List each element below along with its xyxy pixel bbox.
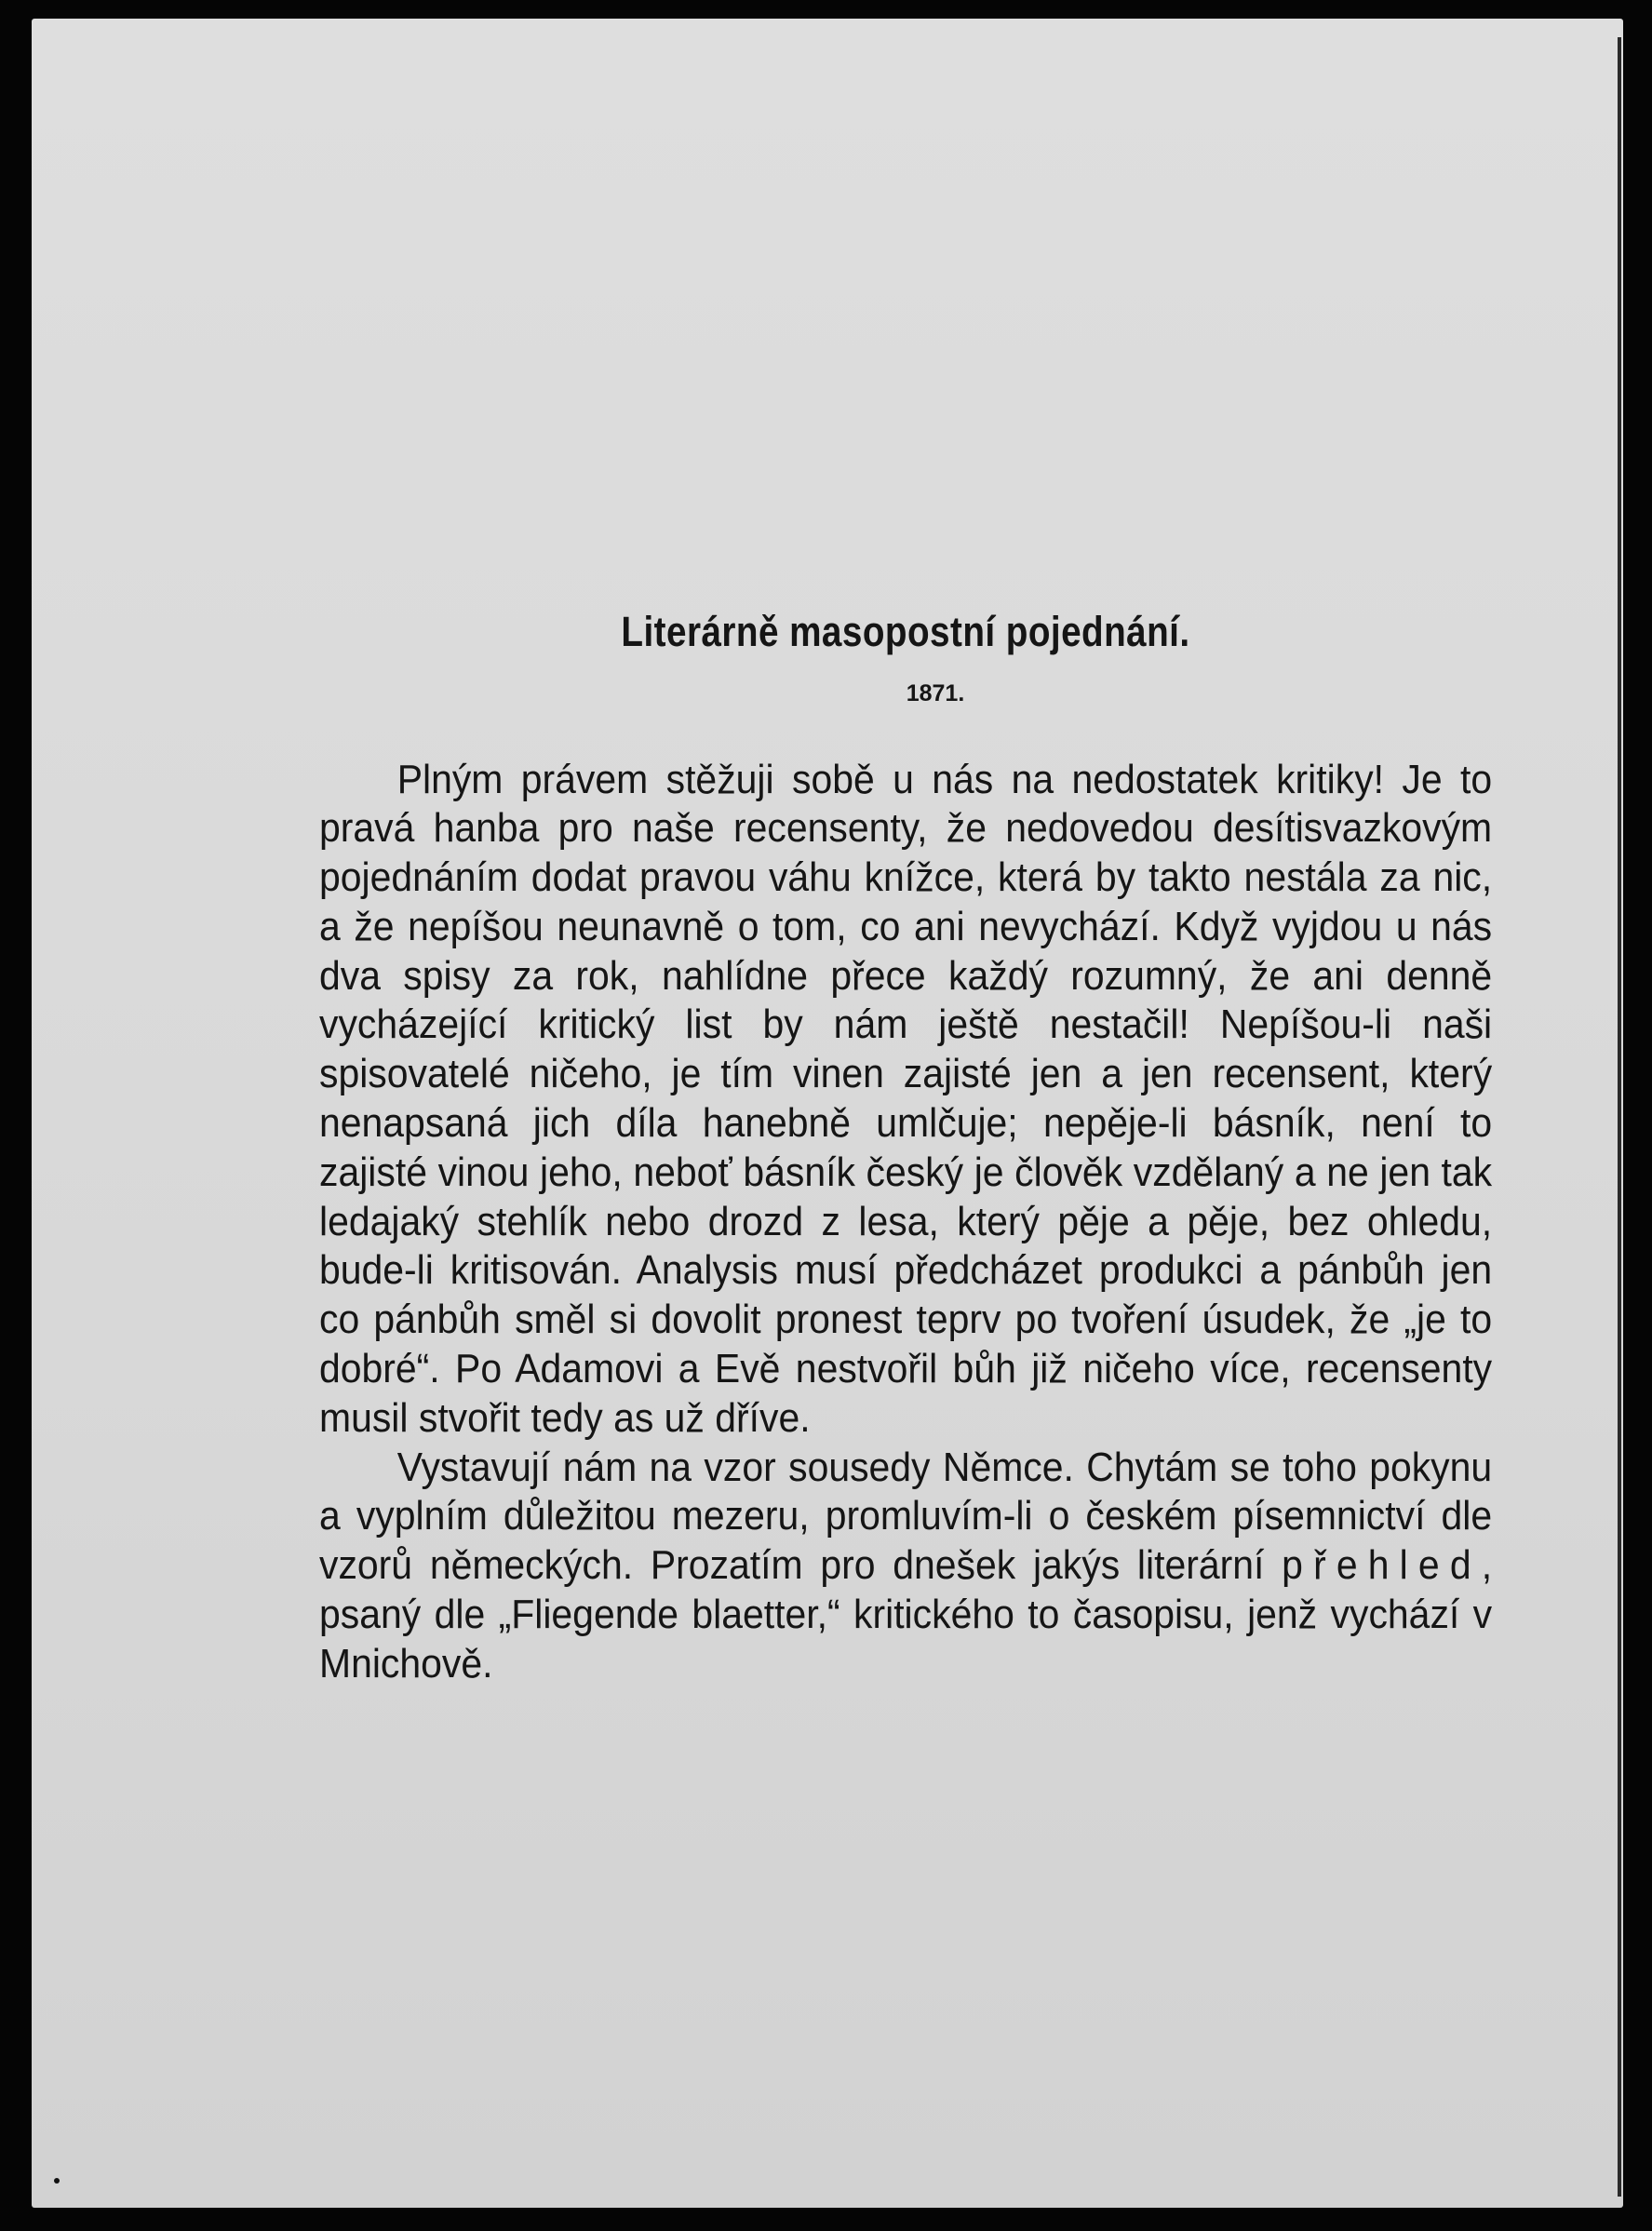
paragraph-2-text-end: , psaný dle „Fliegende blaetter,“ kritického to časopisu, jenž vychází v Mnichově. (319, 1542, 1493, 1687)
page-edge-shadow (1618, 37, 1621, 2197)
paragraph-2-spaced-word: přehled (1282, 1542, 1482, 1589)
page-year: 1871. (906, 679, 965, 706)
paragraph-2 (319, 1444, 1492, 1689)
dust-speck (54, 2178, 60, 2184)
paragraph-2-text-start: Vystavují nám na vzor sousedy Němce. Chytám se toho pokynu a vyplním důležitou mezeru, promluvím-li o českém písemnictví dle vzorů německých. Prozatím pro dnešek jakýs literární (319, 1444, 1493, 1589)
page-text-block (319, 605, 1492, 1689)
paragraph-1 (319, 756, 1492, 1444)
page-title: Literárně masopostní pojednání. (621, 608, 1190, 655)
paragraph-1-text: Plným právem stěžuji sobě u nás na nedostatek kritiky! Je to pravá hanba pro naše recensenty, že nedovedou desítisvazkovým pojednáním dodat pravou váhu knížce, která by takto nestála za nic, a že nepíšou neunavně o tom, co ani nevychází. Když vyjdou u nás dva spisy za rok, nahlídne přece každý rozumný, že ani denně vycházející kritický list by nám ještě nestačil! Nepíšou-li naši spisovatelé ničeho, je tím vinen zajisté jen a jen recensent, který nenapsaná jich díla hanebně umlčuje; nepěje-li básník, není to zajisté vinou jeho, neboť básník český je člověk vzdělaný a ne jen tak ledajaký stehlík nebo drozd z lesa, který pěje a pěje, bez ohledu, bude-li kritisován. Analysis musí předcházet produkci a pánbůh jen co pánbůh směl si dovolit pronest teprv po tvoření úsudek, že „je to dobré“. Po Adamovi a Evě nestvořil bůh již ničeho více, recensenty musil stvořit tedy as už dříve. (319, 756, 1493, 1441)
